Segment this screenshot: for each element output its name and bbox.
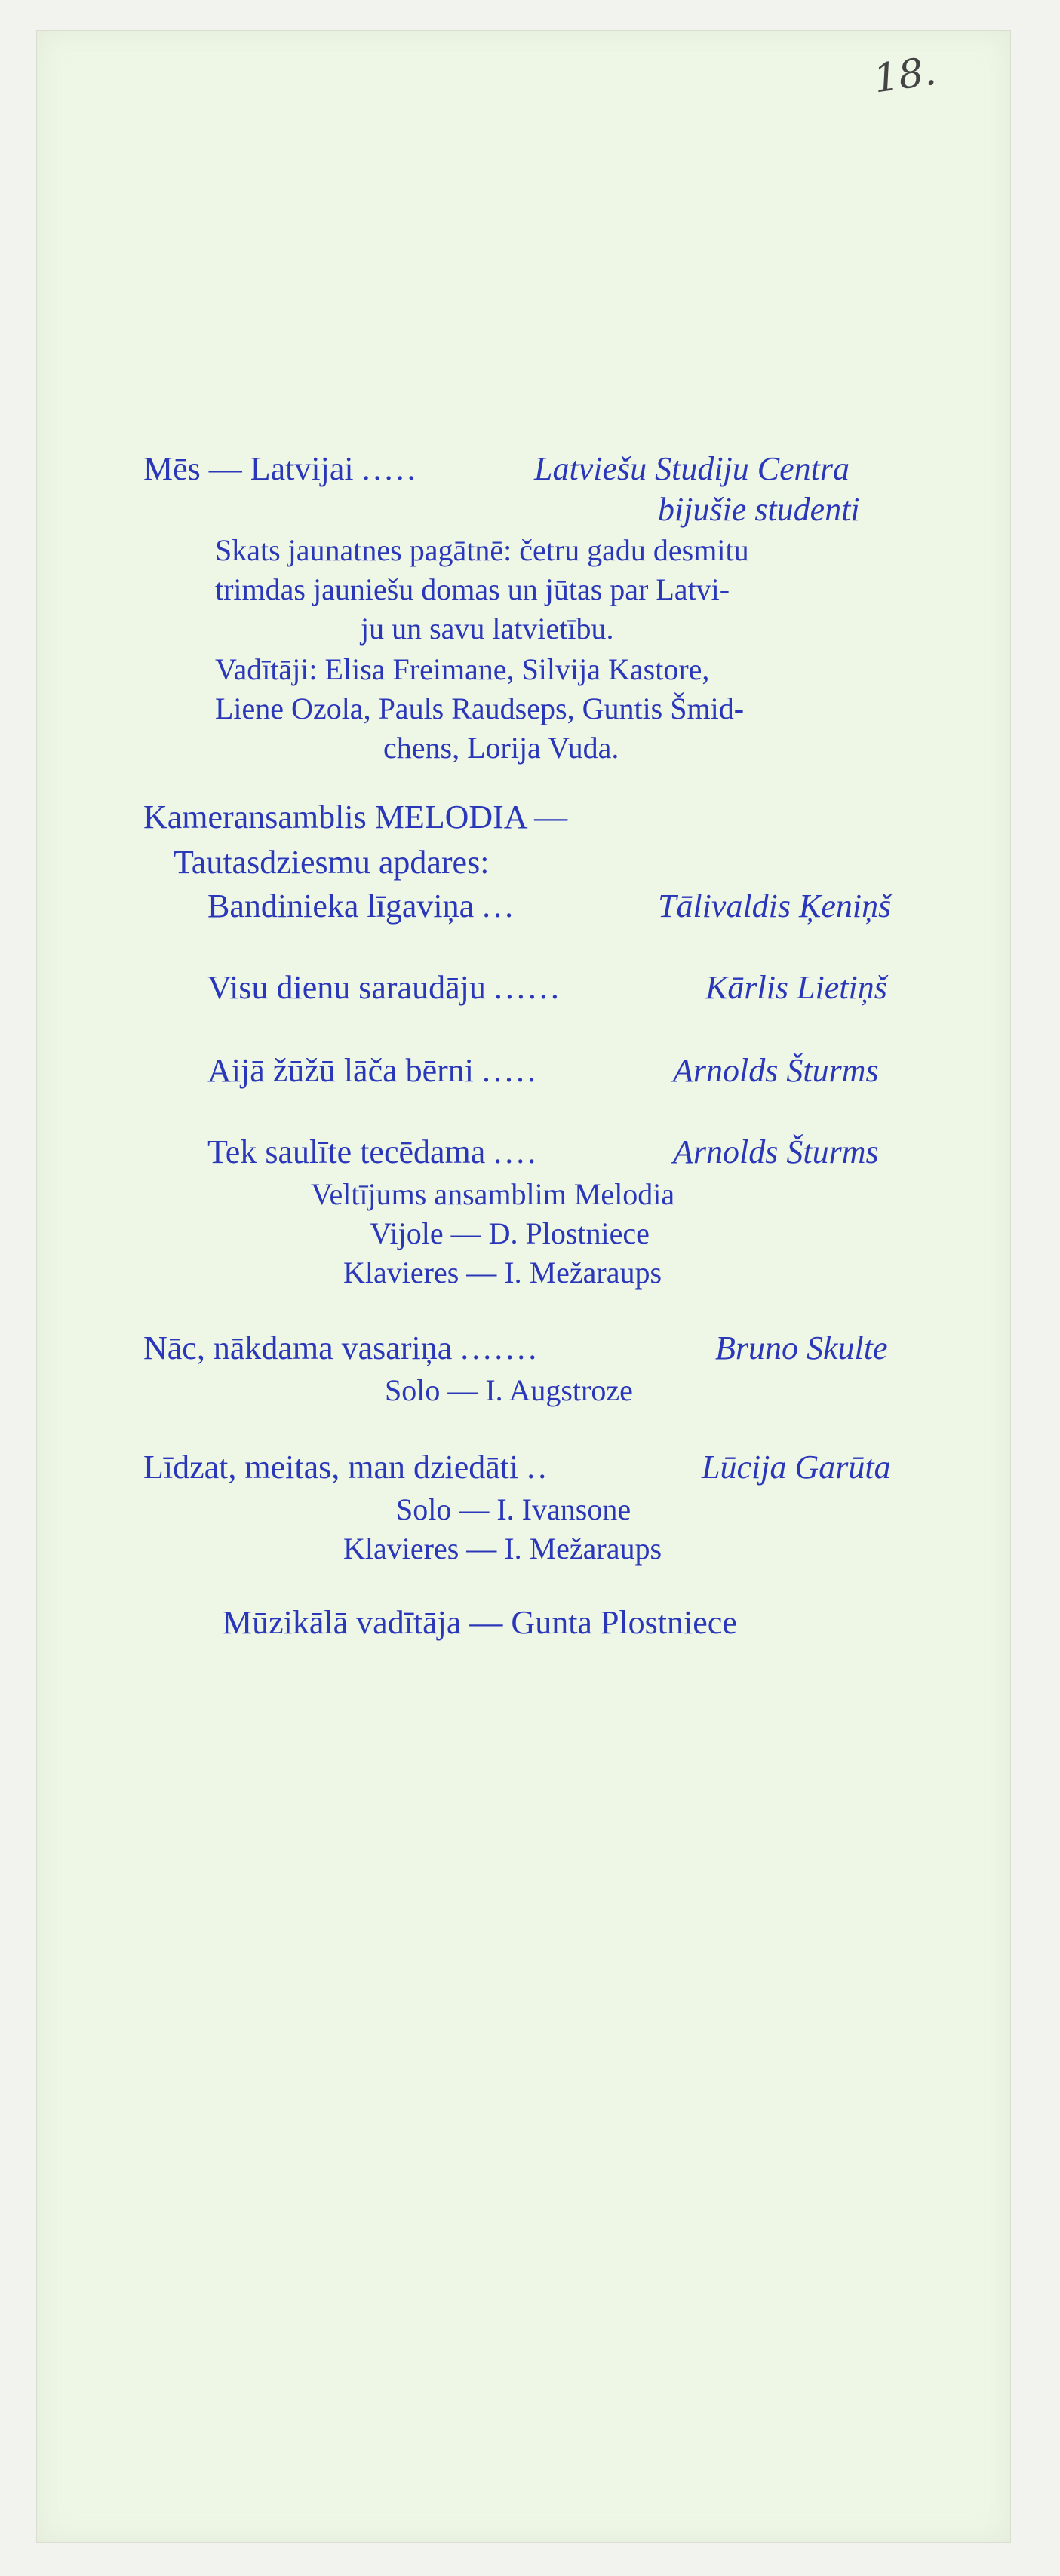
song-4-note-1: Veltījums ansamblim Melodia [311,1177,675,1211]
song-4-title: Tek saulīte tecēdama [207,1133,486,1170]
song-2-dots: ...... [493,969,562,1006]
song-1-composer: Tālivaldis Ķeniņš [658,888,892,925]
section3-dots: ....... [460,1329,540,1366]
section3-title: Nāc, nākdama vasariņa [143,1329,453,1366]
section3-title-line [143,1329,539,1367]
section4-composer: Lūcija Garūta [702,1449,891,1486]
section1-desc-2: trimdas jauniešu domas un jūtas par Latvi- [215,572,730,606]
section1-performer-2: bijušie studenti [658,491,860,528]
section4-title-line [143,1448,549,1486]
section3-note-1: Solo — I. Augstroze [385,1373,633,1407]
section1-desc-1: Skats jaunatnes pagātnē: četru gadu desmitu [215,533,749,567]
song-1-title-line [207,887,516,925]
song-3-composer: Arnolds Šturms [673,1052,879,1089]
song-3-title-line [207,1051,539,1090]
section1-desc-3: ju un savu latvietību. [361,612,614,646]
section4-title: Līdzat, meitas, man dziedāti [143,1449,519,1486]
section1-desc-4: Vadītāji: Elisa Freimane, Silvija Kastore, [215,652,710,686]
song-4-composer: Arnolds Šturms [673,1133,879,1170]
section1-desc-6: chens, Lorija Vuda. [383,731,619,765]
song-4-note-3: Klavieres — I. Mežaraups [343,1256,662,1290]
song-4-note-2: Vijole — D. Plostniece [370,1216,650,1250]
song-4-title-line [207,1133,539,1171]
section3-composer: Bruno Skulte [715,1329,888,1366]
section1-performer-1: Latviešu Studiju Centra [534,450,850,487]
section2-subtitle: Tautasdziesmu apdares: [174,844,490,881]
section1-title-line [143,449,419,488]
page-number: 18. [871,48,939,103]
section1-dots: ..... [361,450,419,487]
section4-note-1: Solo — I. Ivansone [396,1492,631,1526]
section2-title: Kameransamblis MELODIA — [143,799,568,836]
song-2-title: Visu dienu saraudāju [207,969,486,1006]
song-2-title-line [207,968,562,1007]
song-1-title: Bandinieka līgaviņa [207,888,475,925]
song-1-dots: ... [482,888,517,925]
song-2-composer: Kārlis Lietiņš [705,969,887,1006]
section1-desc-5: Liene Ozola, Pauls Raudseps, Guntis Šmid- [215,692,745,725]
song-3-dots: ..... [482,1052,539,1089]
section4-dots: .. [527,1449,550,1486]
song-4-dots: .... [493,1133,539,1170]
section1-title: Mēs — Latvijai [143,450,354,487]
song-3-title: Aijā žūžū lāča bērni [207,1052,475,1089]
section4-note-2: Klavieres — I. Mežaraups [343,1532,662,1566]
musical-director: Mūzikālā vadītāja — Gunta Plostniece [223,1604,737,1641]
